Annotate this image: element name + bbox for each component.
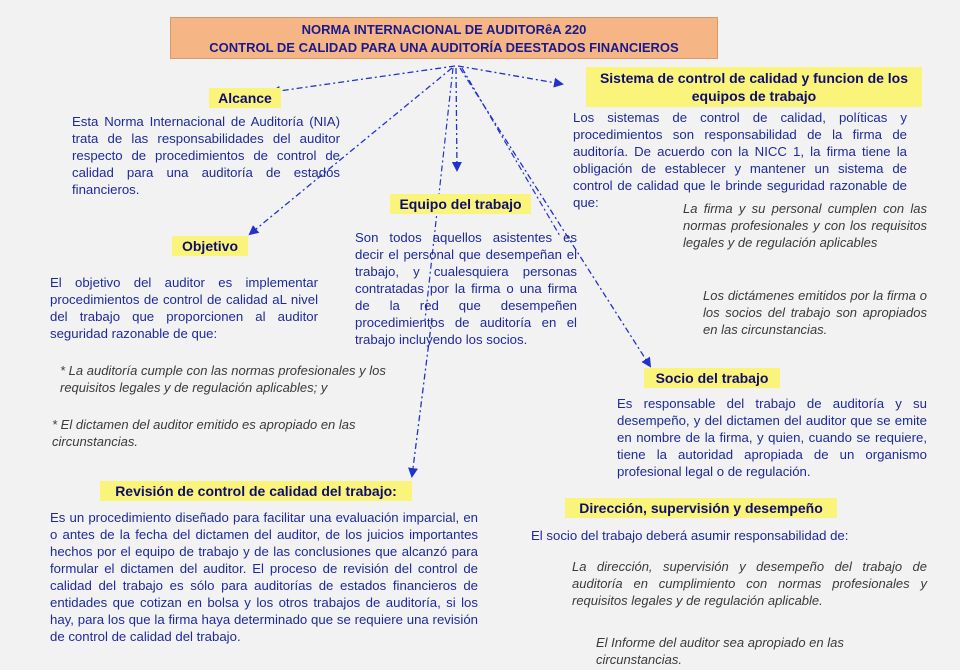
- objetivo-text: El objetivo del auditor es implementar procedimientos de control de calidad aL nivel del trabajo que proporcionen al auditor seguridad razonable de que:: [50, 275, 318, 341]
- equipo-text: Son todos aquellos asistentes es decir el personal que desempeñan el trabajo, y cualesquiera personas contratadas por la firma o una firma de la red que desempeñen procedimientos de auditoría en el trabajo incluyendo los socios.: [355, 230, 577, 347]
- sistema-item-2: Los dictámenes emitidos por la firma o los socios del trabajo son apropiados en las circunstancias.: [703, 288, 927, 337]
- alcance-label: Alcance: [209, 88, 281, 108]
- title-box: [170, 17, 718, 59]
- socio-text: Es responsable del trabajo de auditoría y su desempeño, y del dictamen del auditor que se emite en nombre de la firma, y quien, cuando se requiere, tiene la autoridad apropiada de un organismo profesional legal o de regulación.: [617, 396, 927, 479]
- equipo-label: Equipo del trabajo: [390, 194, 531, 214]
- alcance-text: Esta Norma Internacional de Auditoría (NIA) trata de las responsabilidades del auditor respecto de procedimientos de control de calidad para una auditoría de estados financieros.: [72, 114, 340, 197]
- socio-label: Socio del trabajo: [644, 368, 780, 388]
- objetivo-item-2: * El dictamen del auditor emitido es apropiado en las circunstancias.: [52, 417, 356, 449]
- direccion-item-2: El Informe del auditor sea apropiado en las circunstancias.: [596, 635, 844, 667]
- sistema-item-1: La firma y su personal cumplen con las normas profesionales y con los requisitos legales y de regulación aplicables: [683, 201, 927, 250]
- objetivo-label: Objetivo: [172, 236, 248, 256]
- objetivo-item-1: * La auditoría cumple con las normas profesionales y los requisitos legales y de regulación aplicables; y: [60, 363, 386, 395]
- title-line-2: CONTROL DE CALIDAD PARA UNA AUDITORÍA DEESTADOS FINANCIEROS: [209, 40, 679, 55]
- arrow-to-equipo: [456, 68, 457, 170]
- sistema-label: Sistema de control de calidad y funcion de los equipos de trabajo: [586, 67, 922, 107]
- revision-text: Es un procedimiento diseñado para facilitar una evaluación imparcial, en o antes de la fecha del dictamen del auditor, de los juicios importantes hechos por el equipo de trabajo y de las conclusiones que alcanzó para formular el dictamen del auditor. El proceso de revisión del control de calidad del trabajo es sólo para auditorías de estados financieros de entidades que cotizan en bolsa y los otros trabajos de auditoría, si los hay, para los que la firma haya determinado que se requiere una revisión de control de calidad del trabajo.: [50, 510, 478, 644]
- direccion-text: El socio del trabajo deberá asumir responsabilidad de:: [531, 528, 849, 543]
- revision-label: Revisión de control de calidad del trabajo:: [100, 481, 412, 501]
- arrow-to-sistema: [458, 66, 562, 84]
- direccion-item-1: La dirección, supervisión y desempeño del trabajo de auditoría en cumplimiento con normas profesionales y requisitos legales y de regulación aplicable.: [572, 559, 927, 608]
- direccion-label: Dirección, supervisión y desempeño: [565, 498, 837, 518]
- sistema-text: Los sistemas de control de calidad, políticas y procedimientos son responsabilidad de la firma de auditoría. De acuerdo con la NICC 1, la firma tiene la obligación de establecer y mantener un sistema de control de calidad que le brinde seguridad razonable de que:: [573, 110, 907, 210]
- title-line-1: NORMA INTERNACIONAL DE AUDITORêA 220: [301, 22, 587, 37]
